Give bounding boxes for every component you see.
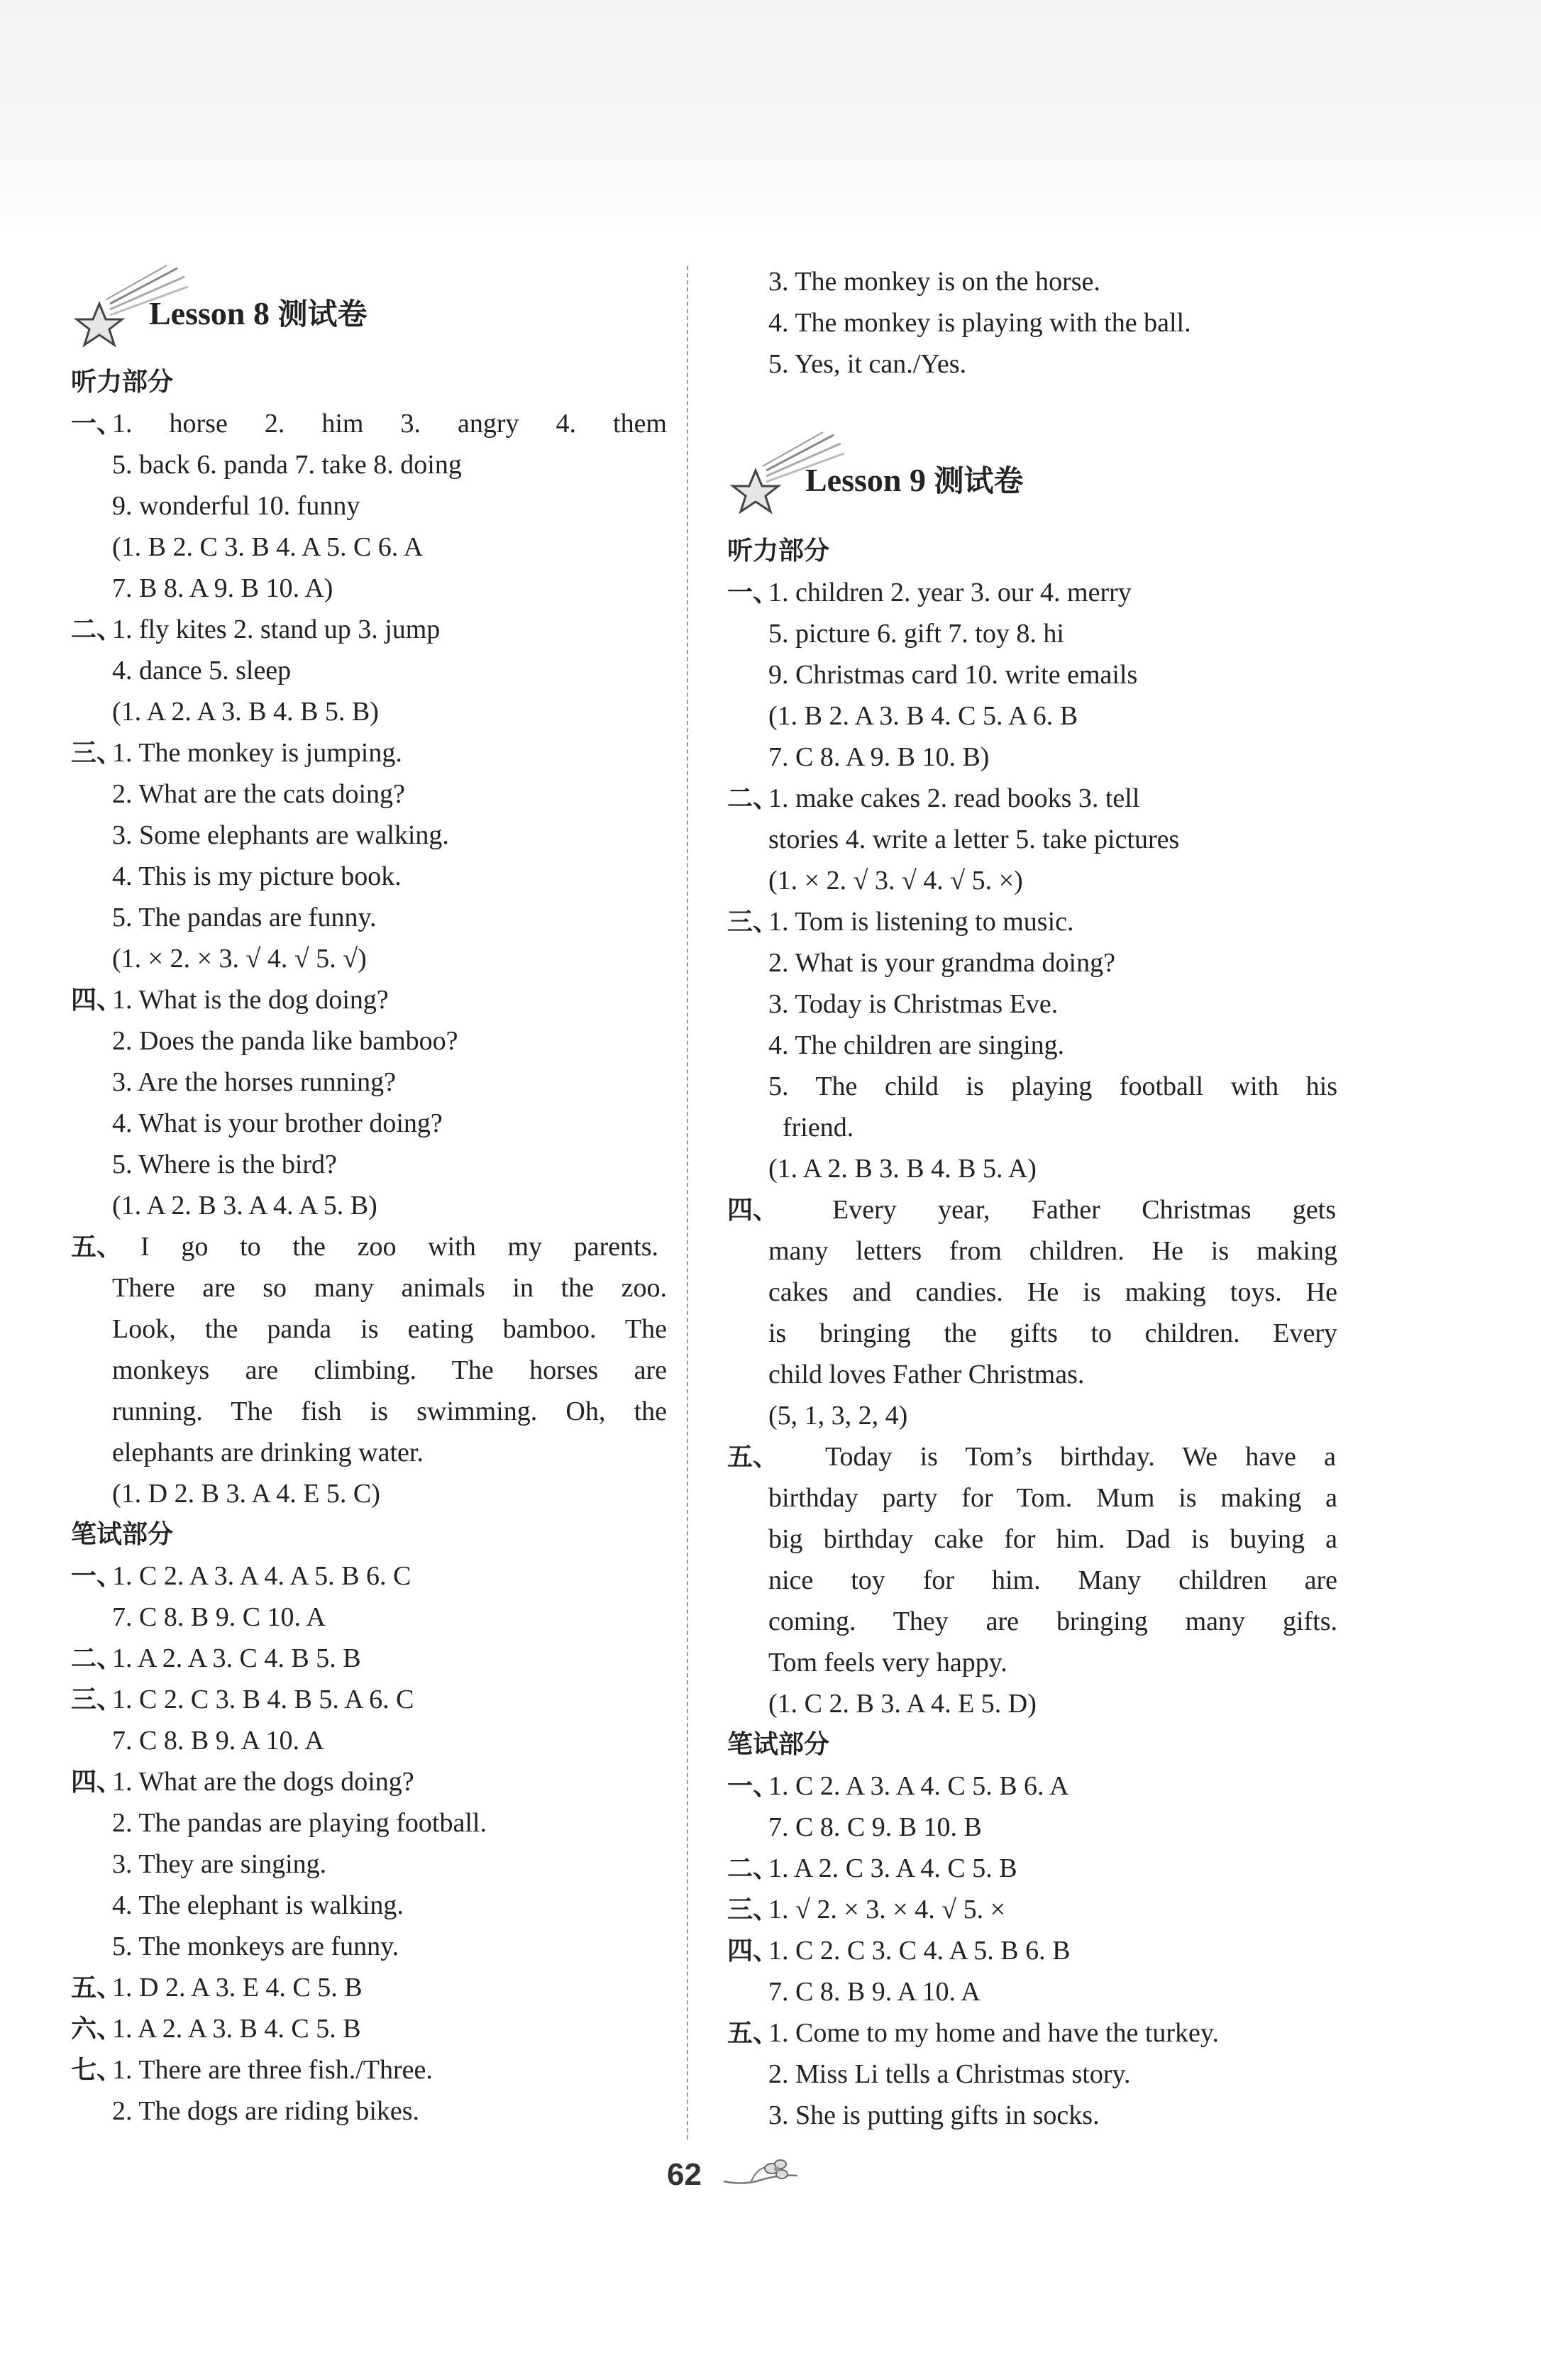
answer-line: 4. The elephant is walking. (112, 1890, 404, 1920)
answer-line: 4. The monkey is playing with the ball. (768, 308, 1191, 338)
answer-line: 5. picture 6. gift 7. toy 8. hi (768, 619, 1064, 649)
listening-section-label: 听力部分 (71, 368, 174, 397)
answer-key-line: 7. C 8. A 9. B 10. B) (768, 742, 990, 772)
answer-line: 2. The pandas are playing football. (112, 1808, 487, 1838)
answer-line: 二、1. make cakes 2. read books 3. tell (727, 783, 1140, 813)
answer-line: 三、1. √ 2. × 3. × 4. √ 5. × (727, 1895, 1006, 1924)
answer-line: 5. back 6. panda 7. take 8. doing (112, 450, 462, 480)
answer-key-line: (1. D 2. B 3. A 4. E 5. C) (112, 1479, 380, 1509)
answer-line: 7. C 8. B 9. C 10. A (112, 1602, 326, 1632)
answer-line: 四、1. C 2. C 3. C 4. A 5. B 6. B (727, 1936, 1071, 1966)
passage-line: cakes and candies. He is making toys. He (768, 1277, 1337, 1307)
answer-line: 3. They are singing. (112, 1849, 327, 1879)
column-divider (687, 266, 688, 2139)
answer-line: 5. The pandas are funny. (112, 903, 377, 932)
answer-key-line: (5, 1, 3, 2, 4) (768, 1401, 908, 1431)
answer-line: 四、1. What is the dog doing? (71, 985, 389, 1015)
answer-key-line: (1. × 2. √ 3. √ 4. √ 5. ×) (768, 866, 1023, 896)
lesson-9-title: Lesson 9 测试卷 (805, 462, 1024, 498)
answer-line: 一、1. C 2. A 3. A 4. C 5. B 6. A (727, 1771, 1069, 1801)
answer-key-line: (1. B 2. C 3. B 4. A 5. C 6. A (112, 532, 424, 562)
passage-line: Look, the panda is eating bamboo. The (112, 1314, 667, 1344)
answer-line: 5. The monkeys are funny. (112, 1932, 399, 1961)
answer-line: 4. dance 5. sleep (112, 656, 292, 685)
answer-line: 二、1. fly kites 2. stand up 3. jump (71, 615, 441, 644)
answer-line: 7. C 8. B 9. A 10. A (112, 1726, 324, 1756)
answer-line: 六、1. A 2. A 3. B 4. C 5. B (71, 2014, 361, 2044)
answer-key-line: (1. A 2. B 3. B 4. B 5. A) (768, 1154, 1037, 1184)
answer-key-line: (1. A 2. B 3. A 4. A 5. B) (112, 1191, 377, 1221)
answer-line: 3. She is putting gifts in socks. (768, 2100, 1100, 2130)
passage-line: child loves Father Christmas. (768, 1360, 1085, 1389)
answer-line: 4. What is your brother doing? (112, 1108, 443, 1138)
answer-line: 3. Some elephants are walking. (112, 820, 449, 850)
answer-line: 一、1. C 2. A 3. A 4. A 5. B 6. C (71, 1561, 412, 1591)
passage-line: is bringing the gifts to children. Every (768, 1318, 1337, 1348)
answer-line: 三、1. C 2. C 3. B 4. B 5. A 6. C (71, 1685, 414, 1714)
answer-key-line: (1. × 2. × 3. √ 4. √ 5. √) (112, 944, 367, 974)
answer-line: 一、1. horse 2. him 3. angry 4. them (71, 409, 667, 439)
lesson-8-header (71, 263, 497, 331)
answer-line: 4. This is my picture book. (112, 861, 402, 891)
answer-line: 2. Miss Li tells a Christmas story. (768, 2059, 1131, 2089)
passage-line: Tom feels very happy. (768, 1648, 1007, 1677)
answer-line: 5. The child is playing football with his (768, 1071, 1337, 1101)
answer-line: 三、1. The monkey is jumping. (71, 738, 402, 768)
answer-line: 2. Does the panda like bamboo? (112, 1026, 458, 1056)
scan-header-band (0, 0, 1541, 234)
answer-line: 3. Are the horses running? (112, 1067, 396, 1097)
answer-line: 2. The dogs are riding bikes. (112, 2096, 420, 2126)
passage-line: There are so many animals in the zoo. (112, 1273, 667, 1303)
answer-key-line: (1. A 2. A 3. B 4. B 5. B) (112, 697, 379, 727)
page-number: 62 (667, 2157, 702, 2192)
passage-line: 五、 I go to the zoo with my parents. (71, 1232, 658, 1262)
answer-line: 9. Christmas card 10. write emails (768, 660, 1138, 690)
listening-section-label: 听力部分 (727, 536, 830, 566)
passage-line: 四、 Every year, Father Christmas gets (727, 1195, 1336, 1225)
lesson-8-title: Lesson 8 测试卷 (149, 295, 368, 331)
answer-line: 2. What is your grandma doing? (768, 948, 1115, 978)
answer-key-line: (1. B 2. A 3. B 4. C 5. A 6. B (768, 701, 1078, 731)
answer-line: 7. C 8. C 9. B 10. B (768, 1812, 982, 1842)
answer-line: 一、1. children 2. year 3. our 4. merry (727, 578, 1132, 607)
answer-line: stories 4. write a letter 5. take pictures (768, 825, 1180, 854)
answer-line: 3. The monkey is on the horse. (768, 267, 1100, 297)
passage-line: monkeys are climbing. The horses are (112, 1355, 667, 1385)
answer-line: 4. The children are singing. (768, 1030, 1065, 1060)
passage-line: elephants are drinking water. (112, 1438, 424, 1467)
answer-line: 3. Today is Christmas Eve. (768, 989, 1059, 1019)
answer-line: 5. Yes, it can./Yes. (768, 349, 967, 379)
passage-line: nice toy for him. Many children are (768, 1565, 1337, 1595)
answer-line: 五、1. Come to my home and have the turkey. (727, 2018, 1219, 2048)
answer-line: 五、1. D 2. A 3. E 4. C 5. B (71, 1973, 363, 2002)
answer-key-line: 7. B 8. A 9. B 10. A) (112, 573, 333, 603)
answer-line: 四、1. What are the dogs doing? (71, 1767, 414, 1797)
answer-line: friend. (783, 1113, 854, 1142)
answer-line: 二、1. A 2. A 3. C 4. B 5. B (71, 1643, 361, 1673)
passage-line: many letters from children. He is making (768, 1236, 1337, 1266)
passage-line: birthday party for Tom. Mum is making a (768, 1483, 1337, 1513)
flower-ornament-icon (722, 2154, 800, 2197)
passage-line: coming. They are bringing many gifts. (768, 1607, 1337, 1636)
writing-section-label: 笔试部分 (71, 1520, 174, 1549)
passage-line: 五、 Today is Tom’s birthday. We have a (727, 1442, 1336, 1472)
answer-line: 七、1. There are three fish./Three. (71, 2055, 433, 2085)
answer-line: 二、1. A 2. C 3. A 4. C 5. B (727, 1853, 1017, 1883)
writing-section-label: 笔试部分 (727, 1730, 830, 1759)
answer-line: 2. What are the cats doing? (112, 779, 405, 809)
answer-line: 5. Where is the bird? (112, 1150, 337, 1179)
answer-line: 三、1. Tom is listening to music. (727, 907, 1074, 937)
passage-line: big birthday cake for him. Dad is buying a (768, 1524, 1337, 1554)
answer-key-line: (1. C 2. B 3. A 4. E 5. D) (768, 1689, 1037, 1719)
lesson-9-header (727, 429, 1153, 498)
passage-line: running. The fish is swimming. Oh, the (112, 1396, 667, 1426)
answer-line: 7. C 8. B 9. A 10. A (768, 1977, 981, 2007)
answer-line: 9. wonderful 10. funny (112, 491, 360, 521)
